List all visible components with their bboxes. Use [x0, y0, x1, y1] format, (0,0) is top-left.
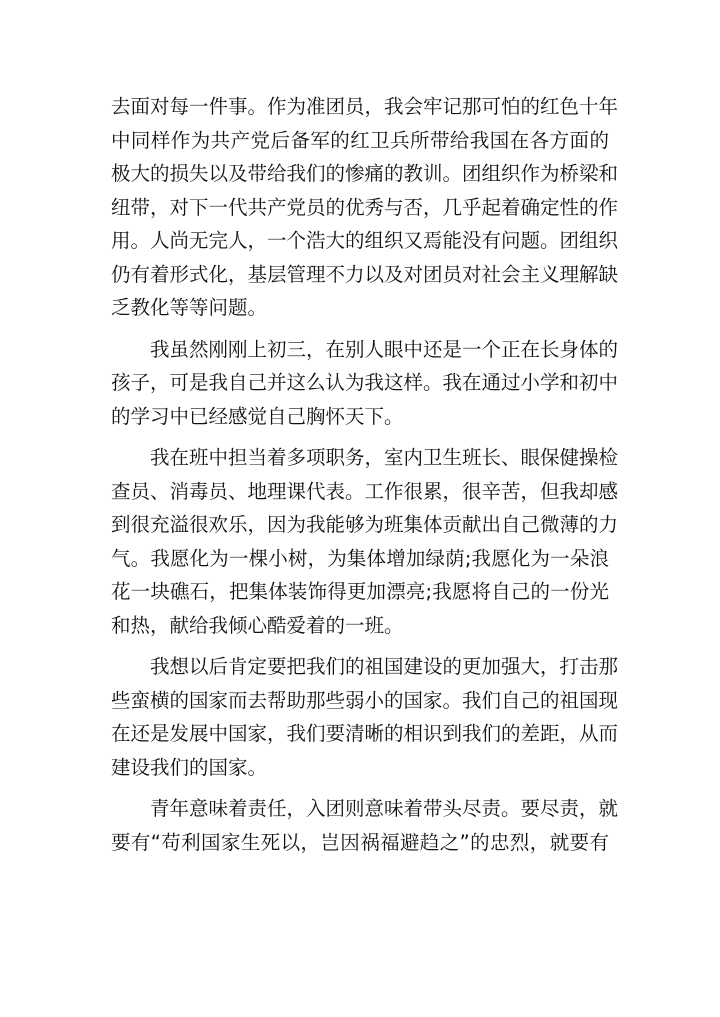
text-line: 在还是发展中国家，我们要清晰的相识到我们的差距，从而 — [111, 722, 619, 745]
paragraph — [111, 792, 619, 859]
text-line: 纽带，对下一代共产党员的优秀与否，几乎起着确定性的作 — [111, 195, 619, 219]
text-line: 我虽然刚刚上初三，在别人眼中还是一个正在长身体的 — [150, 337, 619, 361]
text-line: 到很充溢很欢乐，因为我能够为班集体贡献出自己微薄的力 — [111, 513, 619, 536]
paragraph — [111, 441, 619, 642]
text-line: 建设我们的国家。 — [111, 755, 268, 779]
text-line: 去面对每一件事。作为准团员，我会牢记那可怕的红色十年 — [111, 95, 619, 118]
text-line: 孩子，可是我自己并这么认为我这样。我在通过小学和初中 — [111, 371, 619, 394]
text-line: 气。我愿化为一棵小树，为集体增加绿荫;我愿化为一朵浪 — [111, 546, 609, 570]
text-line: 和热，献给我倾心酷爱着的一班。 — [111, 613, 404, 637]
paragraph — [111, 90, 619, 325]
text-line: 中同样作为共产党后备军的红卫兵所带给我国在各方面的 — [111, 128, 609, 152]
text-line: 仍有着形式化，基层管理不力以及对团员对社会主义理解缺 — [111, 262, 619, 286]
text-line: 极大的损失以及带给我们的惨痛的教训。团组织作为桥梁和 — [111, 162, 619, 185]
text-line: 我想以后肯定要把我们的祖国建设的更加强大，打击那 — [150, 655, 619, 678]
paragraph — [111, 650, 619, 784]
text-line: 青年意味着责任，入团则意味着带头尽责。要尽责，就 — [150, 797, 619, 820]
text-line: 要有“苟利国家生死以，岂因祸福避趋之”的忠烈，就要有 — [111, 830, 609, 854]
text-line: 的学习中已经感觉自己胸怀天下。 — [111, 404, 404, 428]
text-line: 乏教化等等问题。 — [111, 296, 268, 319]
text-line: 花一块礁石，把集体装饰得更加漂亮;我愿将自己的一份光 — [111, 580, 609, 603]
text-line: 查员、消毒员、地理课代表。工作很累，很辛苦，但我却感 — [111, 479, 619, 503]
text-line: 用。人尚无完人，一个浩大的组织又焉能没有问题。团组织 — [111, 229, 619, 252]
text-line: 我在班中担当着多项职务，室内卫生班长、眼保健操检 — [150, 446, 619, 469]
paragraph — [111, 333, 619, 434]
text-line: 些蛮横的国家而去帮助那些弱小的国家。我们自己的祖国现 — [111, 688, 619, 712]
document-body — [111, 90, 619, 867]
